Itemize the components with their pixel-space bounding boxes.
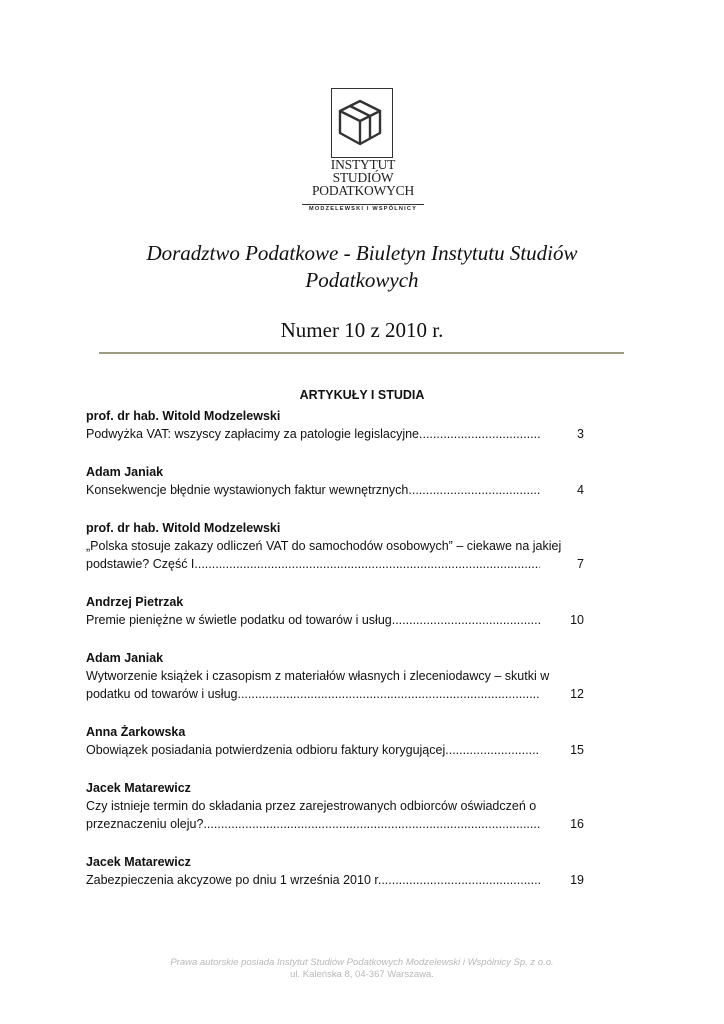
entry-title-row [86,481,594,499]
logo-subline: MODZELEWSKI I WSPÓLNICY [308,206,418,212]
copyright-footer [60,957,664,981]
entry-title: Obowiązek posiadania potwierdzenia odbioru faktury korygującej [86,743,446,757]
entry-title-line: Wytworzenie książek i czasopism z materiałów własnych i zleceniodawcy – skutki w [86,669,550,683]
logo-wordmark: INSTYTUT STUDIÓW PODATKOWYCH [311,157,415,198]
entry-title-line: Czy istnieje termin do składania przez zarejestrowanych odbiorców oświadczeń o [86,799,537,813]
entry-title-row [86,815,594,833]
entry-title-row [86,555,594,573]
entry-title-row [86,871,594,889]
toc-entry [86,407,594,443]
logo-divider [302,204,424,205]
entry-title: Konsekwencje błędnie wystawionych faktur wewnętrznych [86,483,409,497]
entry-author: Anna Żarkowska [86,725,186,739]
entry-title: podstawie? Część I [86,557,195,571]
entry-title: podatku od towarów i usług [86,687,238,701]
document-title: Doradztwo Podatkowe - Biuletyn Instytutu Studiów Podatkowych [146,241,578,292]
toc-entry [86,593,594,629]
entry-author: Jacek Matarewicz [86,855,191,869]
entry-title: Podwyżka VAT: wszyscy zapłacimy za patologie legislacyjne [86,427,420,441]
entry-title: Premie pieniężne w świetle podatku od towarów i usług [86,613,392,627]
entry-author: Adam Janiak [86,651,164,665]
entry-author: Adam Janiak [86,465,164,479]
cube-emblem-icon [331,88,393,158]
entry-page: 19 [570,873,584,887]
entry-title-row [86,611,594,629]
entry-page: 12 [570,687,584,701]
entry-page: 15 [570,743,584,757]
entry-author: Jacek Matarewicz [86,781,191,795]
entry-page: 10 [570,613,584,627]
toc-entry [86,649,594,703]
entry-page: 16 [570,817,584,831]
entry-title-row [86,425,594,443]
entry-title: przeznaczeniu oleju? [86,817,204,831]
toc-entry [86,463,594,499]
entry-author: Andrzej Pietrzak [86,595,184,609]
footer-copyright: Prawa autorskie posiada Instytut Studiów Podatkowych Modzelewski i Wspólnicy Sp. z o.o. [170,957,554,968]
title-divider [99,352,624,354]
footer-address: ul. Kaleńska 8, 04-367 Warszawa. [290,969,434,980]
section-heading: ARTYKUŁY I STUDIA [299,388,425,402]
entry-title: Zabezpieczenia akcyzowe po dniu 1 września 2010 r. [86,873,382,887]
issue-number: Numer 10 z 2010 r. [280,318,444,342]
entry-page: 4 [577,483,584,497]
entry-author: prof. dr hab. Witold Modzelewski [86,409,281,423]
toc-entry [86,779,594,833]
toc-entry [86,519,594,573]
entry-title-line: „Polska stosuje zakazy odliczeń VAT do samochodów osobowych” – ciekawe na jakiej [86,539,562,553]
entry-author: prof. dr hab. Witold Modzelewski [86,521,281,535]
table-of-contents [86,407,594,909]
toc-entry [86,853,594,889]
institute-logo [294,84,432,216]
entry-title-row [86,685,594,703]
entry-page: 3 [577,427,584,441]
entry-title-row [86,741,594,759]
toc-entry [86,723,594,759]
entry-page: 7 [577,557,584,571]
